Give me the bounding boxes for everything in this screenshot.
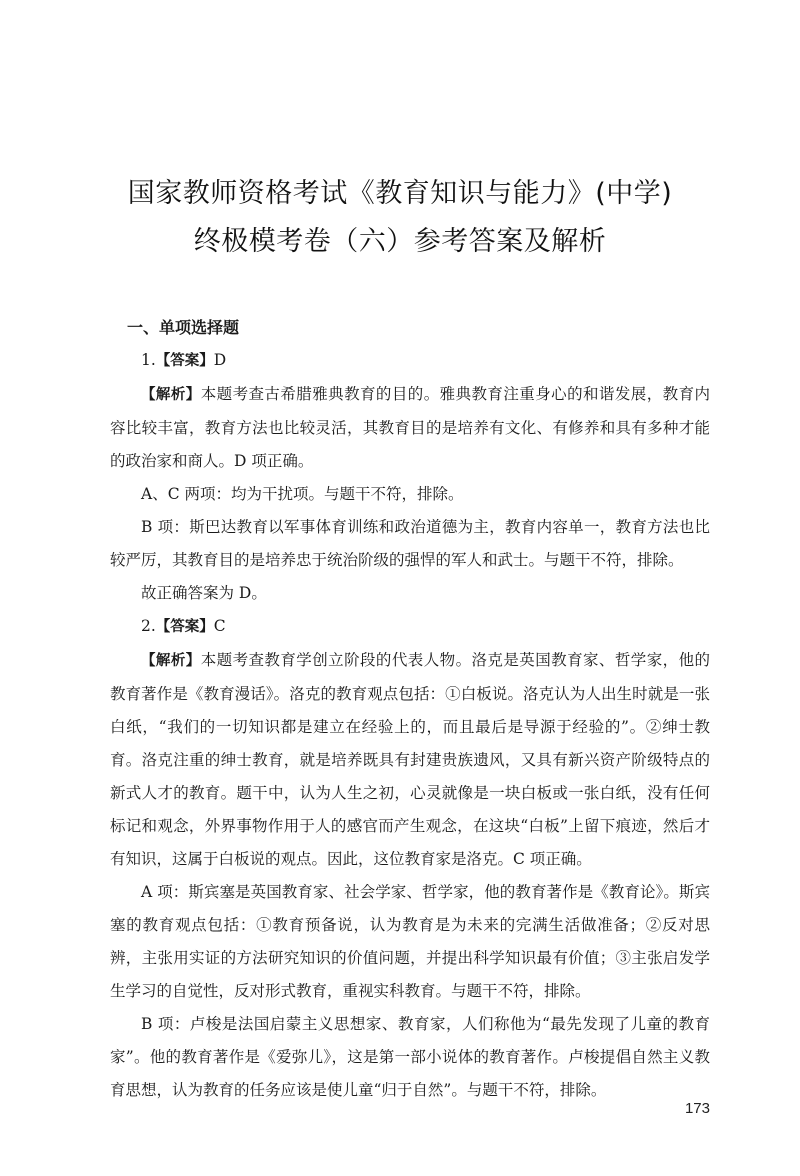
q1-answer: D: [213, 351, 227, 369]
page-title: [0, 170, 800, 266]
q2-number: 2.: [141, 617, 156, 635]
answer-content: [110, 312, 710, 1107]
q1-analysis-label: 【解析】: [141, 387, 201, 403]
title-line-1: 国家教师资格考试《教育知识与能力》(中学): [127, 178, 673, 209]
q2-analysis-label: 【解析】: [141, 653, 201, 669]
q1-answer-label: 【答案】: [155, 353, 214, 369]
q2-answer: C: [213, 617, 226, 635]
q2-option-a: A 项：斯宾塞是英国教育家、社会学家、哲学家，他的教育著作是《教育论》。斯宾塞的教育观点包括：①教育预备说，认为教育是为未来的完满生活做准备；②反对思辨，主张用实证的方法研究知识的价值问题，并提出科学知识最有价值；③主张启发学生学习的自觉性，反对形式教育，重视实科教育。与题干不符，排除。: [110, 883, 710, 1000]
q2-option-b: B 项：卢梭是法国启蒙主义思想家、教育家，人们称他为“最先发现了儿童的教育家”。他的教育著作是《爱弥儿》，这是第一部小说体的教育著作。卢梭提倡自然主义教育思想，认为教育的任务应该是使儿童“归于自然”。与题干不符，排除。: [110, 1015, 710, 1099]
q2-analysis-text: 本题考查教育学创立阶段的代表人物。洛克是英国教育家、哲学家，他的教育著作是《教育漫话》。洛克的教育观点包括：①白板说。洛克认为人出生时就是一张白纸，“我们的一切知识都是建立在经验上的，而且最后是导源于经验的”。②绅士教育。洛克注重的绅士教育，就是培养既具有封建贵族遗风，又具有新兴资产阶级特点的新式人才的教育。题干中，认为人生之初，心灵就像是一块白板或一张白纸，没有任何标记和观念，外界事物作用于人的感官而产生观念，在这块“白板”上留下痕迹，然后才有知识，这属于白板说的观点。因此，这位教育家是洛克。C 项正确。: [110, 651, 710, 868]
q1-answer-line: [110, 344, 710, 378]
q1-conclusion: 故正确答案为 D。: [141, 584, 267, 602]
q2-answer-line: [110, 610, 710, 644]
q2-analysis: [110, 644, 710, 876]
title-line-2: 终极模考卷（六）参考答案及解析: [193, 226, 607, 257]
q1-option-ac: A、C 两项：均为干扰项。与题干不符，排除。: [141, 485, 464, 503]
q1-option-b: B 项：斯巴达教育以军事体育训练和政治道德为主，教育内容单一，教育方法也比较严厉，其教育目的是培养忠于统治阶级的强悍的军人和武士。与题干不符，排除。: [110, 518, 710, 569]
q1-number: 1.: [141, 351, 156, 369]
page-number: 173: [684, 1100, 710, 1117]
section-heading: 一、单项选择题: [127, 318, 240, 337]
q1-analysis-text: 本题考查古希腊雅典教育的目的。雅典教育注重身心的和谐发展，教育内容比较丰富，教育方法也比较灵活，其教育目的是培养有文化、有修养和具有多种才能的政治家和商人。D 项正确。: [110, 385, 710, 470]
q1-analysis: [110, 378, 710, 478]
q2-answer-label: 【答案】: [155, 619, 214, 635]
